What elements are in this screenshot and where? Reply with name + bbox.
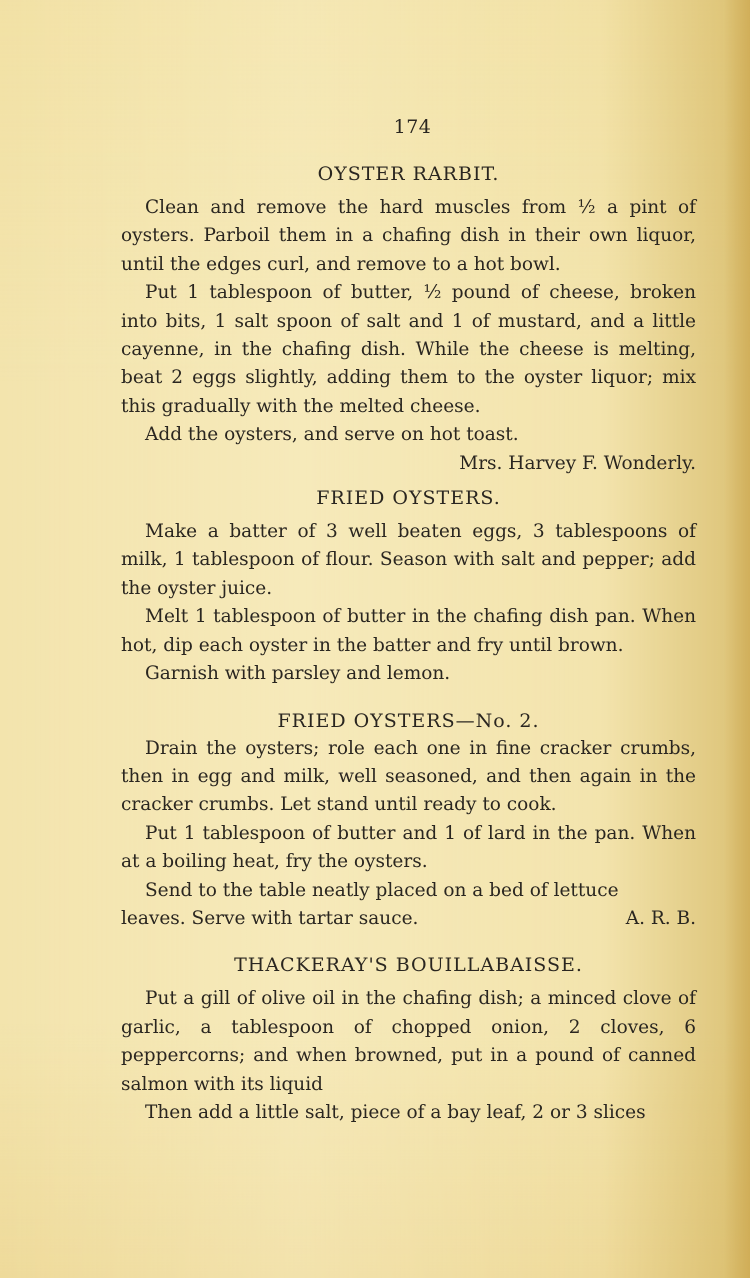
recipe-fried-oysters (121, 484, 696, 688)
recipe-oyster-rarbit (121, 160, 696, 478)
recipe-paragraph: Send to the table neatly placed on a bed of lettuce (145, 879, 619, 901)
page-edge-shadow (724, 0, 750, 1278)
recipe-paragraph: Drain the oysters; role each one in fine cracker crumbs, then in egg and milk, well seasoned, and then again in the cracker crumbs. Let stand until ready to cook. (121, 737, 696, 816)
recipe-thackerays-bouillabaisse (121, 951, 696, 1127)
recipe-title: FRIED OYSTERS. (316, 487, 501, 510)
page-number: 174 (393, 116, 432, 138)
recipe-paragraph: Make a batter of 3 well beaten eggs, 3 tablespoons of milk, 1 tablespoon of flour. Season with salt and pepper; add the oyster juice. (121, 521, 696, 599)
recipe-paragraph: Clean and remove the hard muscles from ½ a pint of oysters. Parboil them in a chafing dish in their own liquor, until the edges curl, and remove to a hot bowl. (121, 197, 696, 275)
recipe-paragraph: Melt 1 tablespoon of butter in the chafing dish pan. When hot, dip each oyster in the batter and fry until brown. (121, 606, 696, 656)
recipe-paragraph: Put 1 tablespoon of butter and 1 of lard in the pan. When at a boiling heat, fry the oysters. (121, 822, 696, 873)
recipe-title: THACKERAY'S BOUILLABAISSE. (234, 954, 583, 977)
page-content (121, 160, 696, 1127)
recipe-fried-oysters-no-2 (121, 707, 696, 934)
recipe-title: OYSTER RARBIT. (317, 163, 500, 185)
recipe-title: FRIED OYSTERS—No. 2. (277, 709, 540, 732)
recipe-paragraph: Then add a little salt, piece of a bay leaf, 2 or 3 slices (145, 1101, 646, 1123)
recipe-attribution: A. R. B. (625, 907, 696, 929)
recipe-paragraph-end: leaves. Serve with tartar sauce. (121, 907, 419, 929)
recipe-closing-line (121, 905, 696, 933)
recipe-paragraph: Put a gill of olive oil in the chafing dish; a minced clove of garlic, a tablespoon of chopped onion, 2 cloves, 6 peppercorns; and when browned, put in a pound of canned salmon with its liquid (121, 988, 696, 1095)
recipe-paragraph: Add the oysters, and serve on hot toast. (145, 424, 519, 446)
recipe-attribution: Mrs. Harvey F. Wonderly. (459, 452, 696, 474)
recipe-paragraph: Put 1 tablespoon of butter, ½ pound of cheese, broken into bits, 1 salt spoon of salt and 1 of mustard, and a little cayenne, in the chafing dish. While the cheese is melting, beat 2 eggs slightly, adding them to the oyster liquor; mix this gradually with the melted cheese. (121, 282, 696, 417)
recipe-paragraph: Garnish with parsley and lemon. (145, 663, 451, 685)
